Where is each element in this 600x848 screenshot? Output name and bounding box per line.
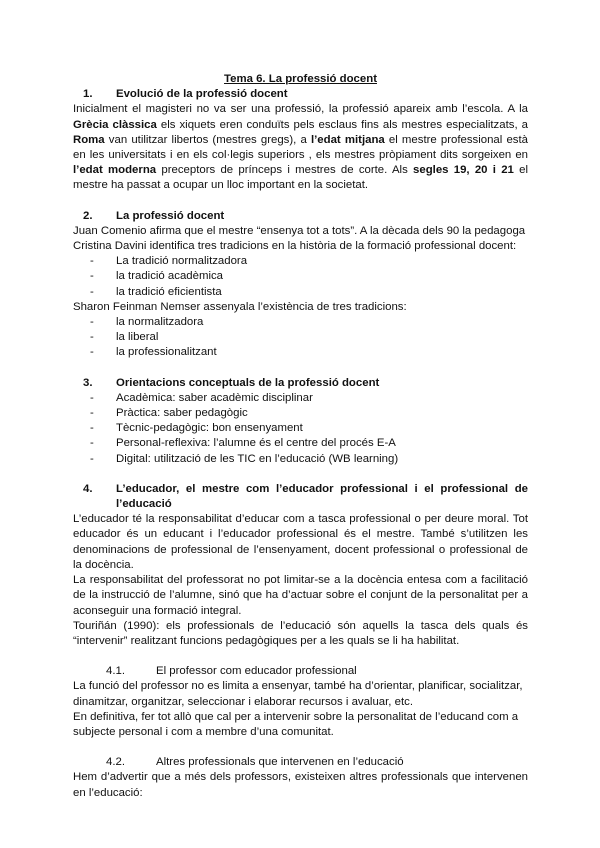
list-item-text: Tècnic-pedagògic: bon ensenyament (116, 422, 303, 435)
list-item-text: la professionalitzant (116, 346, 217, 359)
list-item-text: Digital: utilització de les TIC en l’educació (WB learning) (116, 452, 399, 465)
list-item-text: la tradició acadèmica (116, 270, 223, 283)
subsection-4-1-heading (73, 664, 528, 679)
text-run: el mestre professional està en les universitats i en els col·legis superiors , els mestres pròpiament dits sorgeixen en (73, 133, 528, 162)
orientations-list (73, 391, 528, 467)
text-run: el mestre ha passat a ocupar un lloc important en la societat. (73, 164, 529, 192)
section-1-paragraph (73, 102, 528, 193)
dash-marker: - (90, 452, 94, 465)
section-number: 2. (83, 209, 93, 222)
list-item (90, 315, 528, 330)
subsection-4-2-paragraph-1: Hem d’advertir que a més dels professors, existeixen altres professionals que intervenen en l’educació: (73, 771, 528, 799)
list-item-text: Personal-reflexiva: l’alumne és el centre del procés E-A (116, 437, 396, 450)
dash-marker: - (90, 316, 94, 329)
dash-marker: - (90, 255, 94, 268)
dash-marker: - (90, 285, 94, 298)
dash-marker: - (90, 346, 94, 359)
section-2-heading (73, 209, 528, 224)
list-item (90, 285, 528, 300)
dash-marker: - (90, 407, 94, 420)
subsection-4-2-heading (73, 755, 528, 770)
list-item (90, 452, 528, 467)
list-item (90, 269, 528, 284)
dash-marker: - (90, 331, 94, 344)
text-run: els xiquets eren conduïts pels esclaus fins als mestres especialitzats, a (156, 118, 528, 131)
list-item-text: la liberal (116, 331, 159, 344)
list-item-text: Acadèmica: saber acadèmic disciplinar (116, 391, 313, 404)
list-item (90, 254, 528, 269)
section-2-paragraph-2: Sharon Feinman Nemser assenyala l’existència de tres tradicions: (73, 300, 407, 313)
list-item (90, 391, 528, 406)
section-4-heading (73, 482, 528, 512)
list-item (90, 345, 528, 360)
section-2-paragraph: Juan Comenio afirma que el mestre “ensenya tot a tots”. A la dècada dels 90 la pedagoga Cristina Davini identifica tres tradicions en la història de la formació professional docent: (73, 224, 526, 253)
davini-traditions-list (73, 254, 528, 300)
dash-marker: - (90, 391, 94, 404)
list-item (90, 436, 528, 451)
subsection-title: Altres professionals que intervenen en l’educació (156, 756, 404, 769)
list-item (90, 406, 528, 421)
list-item-text: la normalitzadora (116, 316, 204, 329)
document-title: Tema 6. La professió docent (224, 73, 377, 85)
list-item-text: Pràctica: saber pedagògic (116, 407, 248, 420)
bold-term: l’edat mitjana (310, 133, 385, 146)
dash-marker: - (90, 422, 94, 435)
subsection-4-1-paragraph-2: En definitiva, fer tot allò que cal per a intervenir sobre la personalitat de l’educand com a subjecte personal i com a membre d’una comunitat. (73, 710, 519, 738)
bold-term: segles 19, 20 i 21 (413, 164, 514, 177)
section-3-heading (73, 376, 528, 391)
section-title: Evolució de la professió docent (116, 88, 288, 101)
list-item (90, 421, 528, 436)
bold-term: Roma (73, 133, 105, 146)
list-item (90, 330, 528, 345)
text-run: van utilitzar libertos (mestres gregs), a (104, 133, 311, 146)
section-4-paragraph-2: La responsabilitat del professorat no pot limitar-se a la docència entesa com a facilitació de la instrucció de l’alumne, sinó que ha d’actuar sobre el conjunt de la personalitat per a aconseguir una formació integral. (73, 574, 528, 617)
subsection-title: El professor com educador professional (156, 665, 357, 678)
section-title: La professió docent (116, 209, 225, 222)
text-run: Inicialment el magisteri no va ser una professió, la professió apareix amb l’escola. A la (73, 103, 528, 116)
section-number: 3. (83, 376, 93, 389)
dash-marker: - (90, 437, 94, 450)
section-number: 4. (83, 482, 93, 495)
section-1-heading (73, 87, 528, 102)
document-page (73, 72, 528, 801)
section-title: L’educador, el mestre com l’educador professional i el professional de l’educació (116, 482, 528, 511)
subsection-4-1-paragraph-1: La funció del professor no es limita a ensenyar, també ha d’orientar, planificar, socialitzar, dinamitzar, organitzar, seleccionar i elaborar recursos i avaluar, etc. (73, 680, 523, 708)
dash-marker: - (90, 270, 94, 283)
list-item-text: la tradició eficientista (116, 285, 222, 298)
section-4-paragraph-3: Touriñán (1990): els professionals de l’educació són aquells la tasca dels quals és “intervenir” realitzant funcions pedagògiques per a les quals se li ha habilitat. (73, 619, 528, 647)
section-4-paragraph-1: L’educador té la responsabilitat d’educar com a tasca professional o per deure moral. Tot educador és un educant i l’educador professional és el mestre. També s’utilitzen les denominacions de professional de l’ensenyament, docent professional o professional de la docència. (73, 513, 528, 571)
bold-term: Grècia clàssica (73, 118, 157, 131)
bold-term: l’edat moderna (73, 164, 157, 177)
section-title: Orientacions conceptuals de la professió docent (116, 376, 380, 389)
subsection-number: 4.2. (106, 756, 125, 769)
subsection-number: 4.1. (106, 665, 125, 678)
section-number: 1. (83, 88, 93, 101)
text-run: preceptors de prínceps i mestres de corte. Als (156, 164, 414, 177)
nemser-traditions-list (73, 315, 528, 361)
list-item-text: La tradició normalitzadora (116, 255, 248, 268)
